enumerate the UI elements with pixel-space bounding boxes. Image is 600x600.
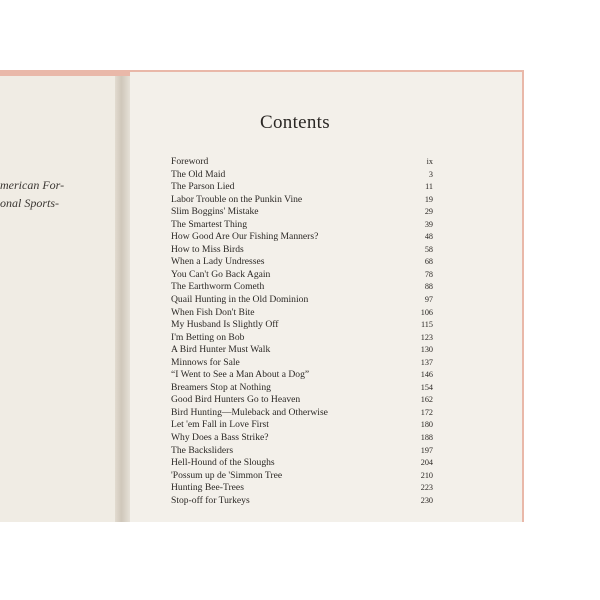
toc-entry-title: The Earthworm Cometh xyxy=(171,281,265,293)
toc-entry xyxy=(171,206,433,219)
left-page xyxy=(0,76,117,522)
toc-entry-page: 78 xyxy=(424,269,433,279)
toc-entry xyxy=(171,269,433,282)
toc-entry-title: 'Possum up de 'Simmon Tree xyxy=(171,469,283,481)
toc-entry xyxy=(171,445,433,458)
left-page-line: onal Sports- xyxy=(0,196,60,210)
toc-entry-page: 180 xyxy=(420,420,433,430)
book-gutter xyxy=(115,76,131,522)
toc-entry-title: Quail Hunting in the Old Dominion xyxy=(171,294,309,306)
toc-entry-title: The Old Maid xyxy=(171,168,226,180)
toc-entry xyxy=(171,332,433,345)
toc-entry-title: When a Lady Undresses xyxy=(171,256,265,268)
toc-entry-title: Let 'em Fall in Love First xyxy=(171,419,269,431)
toc-entry-title: The Parson Lied xyxy=(171,181,235,193)
toc-entry xyxy=(171,181,433,194)
toc-entry-page: 58 xyxy=(424,244,433,254)
toc-entry-title: You Can't Go Back Again xyxy=(171,268,271,280)
toc-entry-page: ix xyxy=(426,157,433,166)
toc-entry-title: Labor Trouble on the Punkin Vine xyxy=(171,193,303,205)
toc-entry xyxy=(171,344,433,357)
toc-entry-title: My Husband Is Slightly Off xyxy=(171,319,279,331)
toc-entry xyxy=(171,244,433,257)
toc-entry-page: 137 xyxy=(420,357,433,367)
toc-entry xyxy=(171,219,433,232)
toc-entry-title: Slim Boggins' Mistake xyxy=(171,206,259,218)
toc-entry-page: 48 xyxy=(424,232,433,242)
toc-entry xyxy=(171,319,433,332)
toc-entry-page: 188 xyxy=(420,433,433,443)
toc-entry-title: The Backsliders xyxy=(171,444,234,456)
toc-entry-title: Hell-Hound of the Sloughs xyxy=(171,457,275,469)
toc-entry-page: 106 xyxy=(420,307,433,317)
toc-entry-page: 39 xyxy=(424,219,433,229)
page-title: Contents xyxy=(260,112,330,133)
toc-entry-title: The Smartest Thing xyxy=(171,218,248,230)
toc-entry-page: 123 xyxy=(420,332,433,342)
toc-entry-page: 204 xyxy=(420,458,433,468)
toc-entry-title: Breamers Stop at Nothing xyxy=(171,381,271,393)
toc-entry xyxy=(171,407,433,420)
toc-entry xyxy=(171,394,433,407)
toc-entry xyxy=(171,256,433,269)
toc-entry-title: Good Bird Hunters Go to Heaven xyxy=(171,394,301,406)
toc-entry-page: 3 xyxy=(428,169,433,179)
toc-entry xyxy=(171,369,433,382)
toc-entry-page: 11 xyxy=(425,182,433,192)
toc-entry xyxy=(171,432,433,445)
toc-entry-title: I'm Betting on Bob xyxy=(171,331,245,343)
toc-entry xyxy=(171,457,433,470)
toc-entry xyxy=(171,231,433,244)
toc-entry xyxy=(171,281,433,294)
toc-entry xyxy=(171,419,433,432)
toc-entry-page: 210 xyxy=(420,470,433,480)
toc-entry-title: Foreword xyxy=(171,156,209,167)
toc-entry-page: 115 xyxy=(421,320,433,330)
toc-entry xyxy=(171,194,433,207)
toc-entry-page: 230 xyxy=(420,495,433,505)
toc-entry-page: 172 xyxy=(420,407,433,417)
toc-entry-title: Hunting Bee-Trees xyxy=(171,482,244,494)
toc-entry-page: 154 xyxy=(420,382,433,392)
toc-entry-page: 97 xyxy=(424,295,433,305)
toc-entry xyxy=(171,169,433,182)
toc-entry-title: Why Does a Bass Strike? xyxy=(171,432,269,444)
toc-entry-title: How Good Are Our Fishing Manners? xyxy=(171,231,319,243)
toc-entry-title: Bird Hunting—Muleback and Otherwise xyxy=(171,406,328,418)
toc-entry-page: 29 xyxy=(424,207,433,217)
toc-entry xyxy=(171,495,433,508)
toc-entry-page: 19 xyxy=(424,194,433,204)
toc-entry xyxy=(171,156,433,169)
toc-entry-title: A Bird Hunter Must Walk xyxy=(171,344,271,356)
toc-entry-title: “I Went to See a Man About a Dog” xyxy=(171,369,310,381)
toc-entry xyxy=(171,307,433,320)
toc-entry-page: 130 xyxy=(420,345,433,355)
toc-entry xyxy=(171,357,433,370)
toc-entry-title: How to Miss Birds xyxy=(171,243,244,255)
toc-entry-page: 68 xyxy=(424,257,433,267)
toc-entry xyxy=(171,470,433,483)
toc-entry xyxy=(171,382,433,395)
toc-entry-page: 162 xyxy=(420,395,433,405)
toc-entry-page: 146 xyxy=(420,370,433,380)
table-of-contents xyxy=(171,156,433,507)
toc-entry xyxy=(171,482,433,495)
toc-entry xyxy=(171,294,433,307)
left-page-text xyxy=(0,176,64,212)
toc-entry-page: 197 xyxy=(420,445,433,455)
toc-entry-title: Stop-off for Turkeys xyxy=(171,494,250,506)
toc-entry-page: 88 xyxy=(424,282,433,292)
toc-entry-page: 223 xyxy=(420,483,433,493)
toc-entry-title: Minnows for Sale xyxy=(171,356,240,368)
toc-entry-title: When Fish Don't Bite xyxy=(171,306,255,318)
left-page-line: merican For- xyxy=(0,178,65,192)
